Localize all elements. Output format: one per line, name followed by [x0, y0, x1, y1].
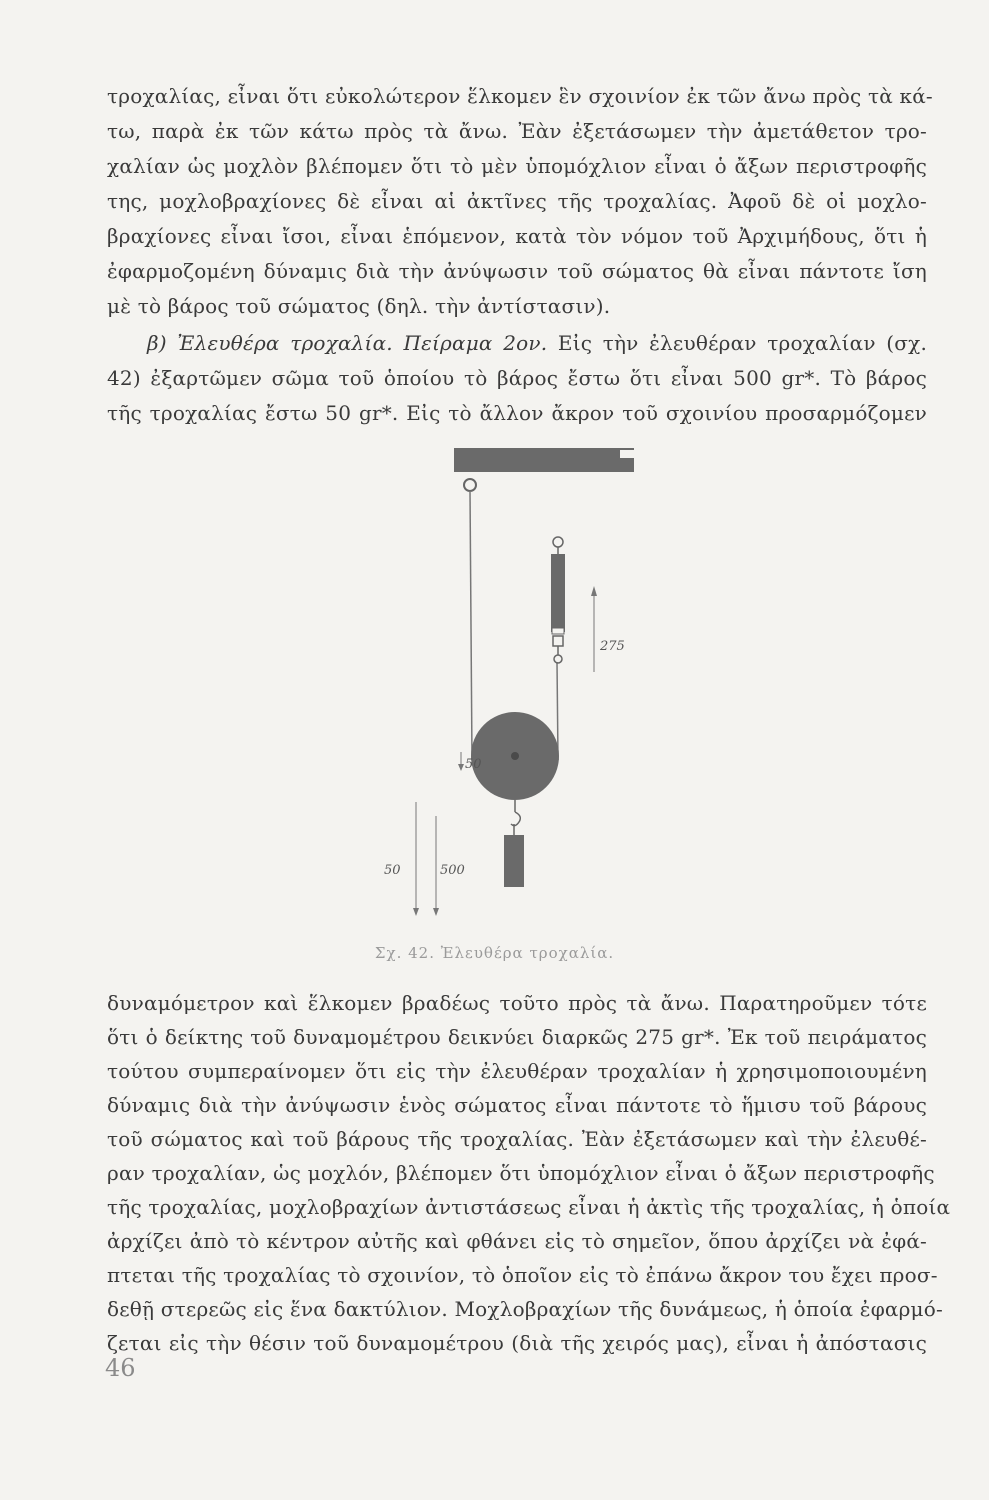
section-heading: β) Ἐλευθέρα τροχαλία. Πείραμα 2ον.	[147, 331, 548, 355]
label-dynamometer: 275	[600, 639, 625, 654]
section-first-line	[147, 330, 927, 356]
text-line: 42) ἐξαρτῶμεν σῶμα τοῦ ὁποίου τὸ βάρος ἔστω ὅτι εἶναι 500 gr*. Τὸ βάρος	[107, 366, 927, 390]
text-line: δυναμόμετρον καὶ ἕλκομεν βραδέως τοῦτο πρὸς τὰ ἄνω. Παρατηροῦμεν τότε	[107, 991, 927, 1015]
text-line: μὲ τὸ βάρος τοῦ σώματος (δηλ. τὴν ἀντίστασιν).	[107, 294, 611, 318]
text-line: δεθῇ στερεῶς εἰς ἕνα δακτύλιον. Μοχλοβραχίων τῆς δυνάμεως, ἡ ὁποία ἐφαρμό-	[107, 1297, 943, 1321]
text-line: τῆς τροχαλίας, μοχλοβραχίων ἀντιστάσεως εἶναι ἡ ἀκτὶς τῆς τροχαλίας, ἡ ὁποία	[107, 1195, 951, 1219]
label-pulley: 50	[465, 757, 482, 772]
text-line: ὅτι ὁ δείκτης τοῦ δυναμομέτρου δεικνύει διαρκῶς 275 gr*. Ἐκ τοῦ πειράματος	[107, 1025, 927, 1049]
weight-arrow-pulley	[458, 752, 464, 771]
pulley-axle	[511, 752, 519, 760]
text-line: πτεται τῆς τροχαλίας τὸ σχοινίον, τὸ ὁποῖον εἰς τὸ ἐπάνω ἄκρον του ἔχει προσ-	[107, 1263, 938, 1287]
text-line: τοῦ σώματος καὶ τοῦ βάρους τῆς τροχαλίας. Ἐὰν ἐξετάσωμεν καὶ τὴν ἐλευθέ-	[107, 1127, 927, 1151]
text-line: τῆς τροχαλίας ἔστω 50 gr*. Εἰς τὸ ἄλλον ἄκρον τοῦ σχοινίου προσαρμόζομεν	[107, 401, 927, 425]
text-line: βραχίονες εἶναι ἴσοι, εἶναι ἑπόμενον, κατὰ τὸν νόμον τοῦ Ἀρχιμήδους, ὅτι ἡ	[107, 224, 927, 248]
page-number: 46	[105, 1354, 136, 1382]
fixing-ring	[464, 479, 476, 491]
rope-left	[470, 491, 472, 760]
force-arrow-275	[591, 586, 597, 672]
free-pulley-figure	[340, 440, 660, 930]
text-line: ἀρχίζει ἀπὸ τὸ κέντρον αὐτῆς καὶ φθάνει εἰς τὸ σημεῖον, ὅπου ἀρχίζει νὰ ἐφά-	[107, 1229, 927, 1253]
text-line: ζεται εἰς τὴν θέσιν τοῦ δυναμομέτρου (διὰ τῆς χειρός μας), εἶναι ἡ ἀπόστασις	[107, 1331, 927, 1355]
figure-caption: Σχ. 42. Ἐλευθέρα τροχαλία.	[374, 944, 615, 962]
text-line: ἐφαρμοζομένη δύναμις διὰ τὴν ἀνύψωσιν τοῦ σώματος θὰ εἶναι πάντοτε ἴση	[107, 259, 927, 283]
text-line: της, μοχλοβραχίονες δὲ εἶναι αἱ ἀκτῖνες τῆς τροχαλίας. Ἀφοῦ δὲ οἱ μοχλο-	[107, 189, 927, 213]
arrow-50-long	[413, 802, 419, 916]
dynamometer	[551, 537, 565, 663]
hook	[511, 800, 520, 835]
label-weight-arrow: 500	[440, 863, 465, 878]
arrow-500-long	[433, 816, 439, 916]
text-line: τούτου συμπεραίνομεν ὅτι εἰς τὴν ἐλευθέραν τροχαλίαν ἡ χρησιμοποιουμένη	[107, 1059, 927, 1083]
text-line: τω, παρὰ ἐκ τῶν κάτω πρὸς τὰ ἄνω. Ἐὰν ἐξετάσωμεν τὴν ἀμετάθετον τρο-	[107, 119, 927, 143]
text-line: τροχαλίας, εἶναι ὅτι εὐκολώτερον ἕλκομεν ἓν σχοινίον ἐκ τῶν ἄνω πρὸς τὰ κά-	[107, 84, 933, 108]
section-first-line-rest: Εἰς τὴν ἐλευθέραν τροχαλίαν (σχ.	[557, 331, 928, 355]
weight-block	[504, 835, 524, 887]
beam-notch	[620, 450, 634, 458]
ceiling-beam	[454, 448, 634, 472]
text-line: δύναμις διὰ τὴν ἀνύψωσιν ἑνὸς σώματος εἶναι πάντοτε τὸ ἥμισυ τοῦ βάρους	[107, 1093, 927, 1117]
label-left-arrow: 50	[384, 863, 401, 878]
text-line: χαλίαν ὡς μοχλὸν βλέπομεν ὅτι τὸ μὲν ὑπομόχλιον εἶναι ὁ ἄξων περιστροφῆς	[107, 154, 927, 178]
text-line: ραν τροχαλίαν, ὡς μοχλόν, βλέπομεν ὅτι ὑπομόχλιον εἶναι ὁ ἄξων περιστροφῆς	[107, 1161, 935, 1185]
